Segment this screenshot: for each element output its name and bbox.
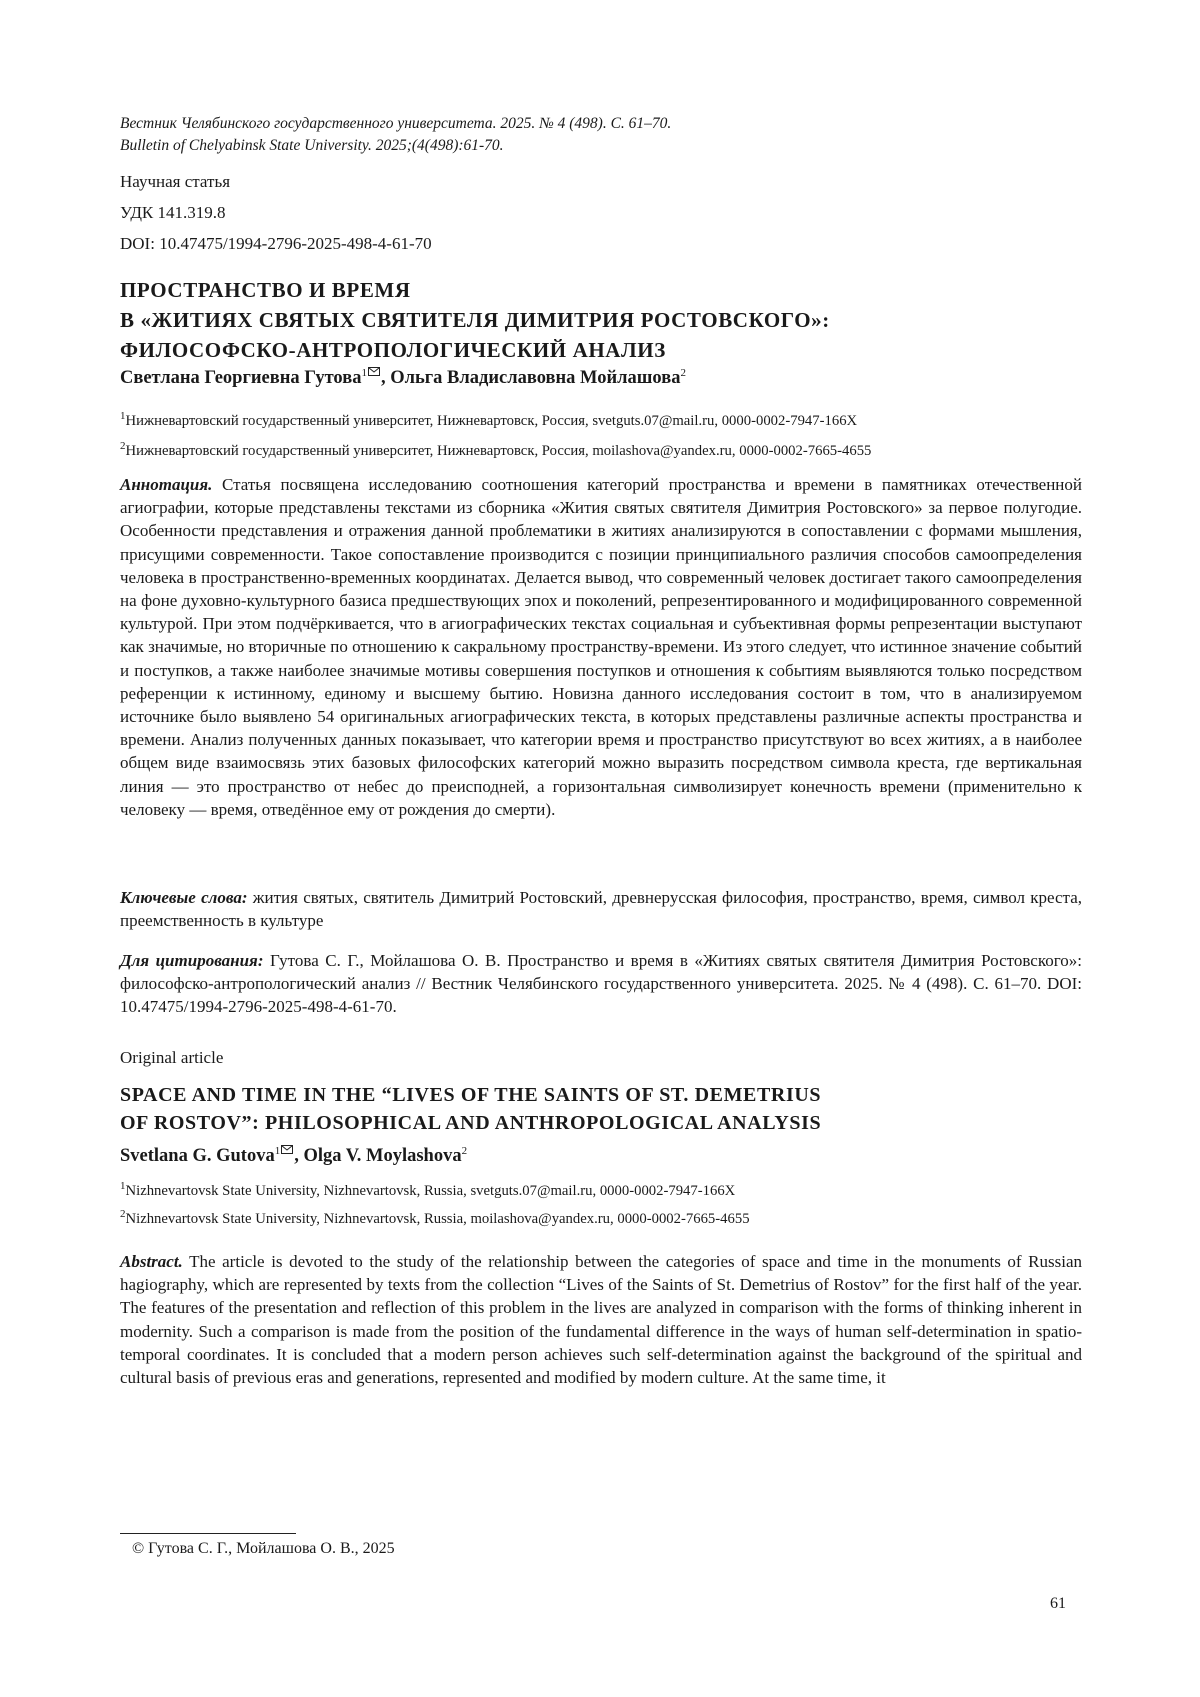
author-affiliation-mark: 2 <box>680 367 686 379</box>
abstract-text: Статья посвящена исследованию соотношения категорий пространства и времени в памятниках отечественной агиографии, которые представлены текстами из сборника «Жития святых святителя Димитрия Ростовского» за первое полугодие. Особенности представления и отражения данной проблематики в житиях анализируются в сопоставлении с формами мышления, присущими современности. Такое сопоставление производится с позиции принципиального различия способов самоопределения человека в пространственно-временных координатах. Делается вывод, что современный человек достигает такого самоопределения на фоне духовно-культурного базиса предшествующих эпох и поколений, репрезентированного и модифицированного современной культурой. При этом подчёркивается, что в агиографических текстах социальная и субъективная формы репрезентации выступают как значимые, но вторичные по отношению к сакральному пространству-времени. Из этого следует, что истинное значение событий и поступков, а также наиболее значимые мотивы совершения поступков и отношения к событиям выявляются только посредством референции к истинному, единому и высшему бытию. Новизна данного исследования состоит в том, что в анализируемом источнике было выявлено 54 оригинальных агиографических текста, в которых представлены различные аспекты пространства и времени. Анализ полученных данных показывает, что категории время и пространство присутствуют во всех житиях, а в наиболее общем виде взаимосвязь этих базовых философских категорий можно выразить посредством символа креста, где вертикальная линия — это пространство от небес до преисподней, а горизонтальная символизирует конечность времени (применительно к человеку — время, отведённое ему от рождения до смерти). <box>120 475 1083 819</box>
keywords-ru <box>120 886 1082 932</box>
title-ru-line: ФИЛОСОФСКО-АНТРОПОЛОГИЧЕСКИЙ АНАЛИЗ <box>120 338 666 362</box>
title-ru-line: ПРОСТРАНСТВО И ВРЕМЯ <box>120 278 411 302</box>
affiliation-text: Nizhnevartovsk State University, Nizhnevartovsk, Russia, svetguts.07@mail.ru, 0000-0002-7947-166X <box>125 1182 736 1199</box>
author-name: Olga V. Moylashova <box>303 1146 462 1167</box>
affiliation-number: 1 <box>120 410 126 422</box>
author-name: Svetlana G. Gutova <box>120 1146 275 1167</box>
article-type-en: Original article <box>120 1048 224 1067</box>
copyright-notice: © Гутова С. Г., Мойлашова О. В., 2025 <box>132 1540 395 1557</box>
title-en-line: SPACE AND TIME IN THE “LIVES OF THE SAINTS OF ST. DEMETRIUS <box>120 1084 822 1106</box>
title-en-line: OF ROSTOV”: PHILOSOPHICAL AND ANTHROPOLOGICAL ANALYSIS <box>120 1112 822 1134</box>
abstract-text: The article is devoted to the study of the relationship between the categories of space and time in the monuments of Russian hagiography, which are represented by texts from the collection “Lives of the Saints of St. Demetrius of Rostov” for the first half of the year. The features of the presentation and reflection of this problem in the lives are analyzed in comparison with the forms of thinking inherent in modernity. Such a comparison is made from the position of the fundamental difference in the ways of human self-determination in spatio-temporal coordinates. It is concluded that a modern person achieves such self-determination against the background of the spiritual and cultural basis of previous eras and generations, represented and modified by modern culture. At the same time, it <box>120 1252 1082 1388</box>
abstract-en <box>120 1250 1082 1389</box>
authors-en <box>120 1145 467 1167</box>
affiliation-number: 2 <box>120 1208 126 1220</box>
author-name: Ольга Владиславовна Мойлашова <box>390 368 681 389</box>
affiliation-text: Nizhnevartovsk State University, Nizhnevartovsk, Russia, moilashova@yandex.ru, 0000-0002-7665-4655 <box>125 1210 750 1227</box>
doi: DOI: 10.47475/1994-2796-2025-498-4-61-70 <box>120 234 432 253</box>
author-affiliation-mark: 1 <box>361 367 367 379</box>
affiliation-number: 1 <box>120 1180 126 1192</box>
abstract-label: Аннотация. <box>120 475 213 494</box>
author-name: Светлана Георгиевна Гутова <box>120 368 362 389</box>
footnote-divider <box>120 1533 296 1534</box>
affiliation-ru <box>120 440 1080 460</box>
affiliation-ru <box>120 410 1080 430</box>
abstract-label: Abstract. <box>120 1252 183 1271</box>
title-ru-line: В «ЖИТИЯХ СВЯТЫХ СВЯТИТЕЛЯ ДИМИТРИЯ РОСТОВСКОГО»: <box>120 308 830 332</box>
journal-citation-ru: Вестник Челябинского государственного университета. 2025. № 4 (498). С. 61–70. <box>120 115 672 132</box>
author-separator: , <box>380 368 391 389</box>
article-type-ru: Научная статья <box>120 172 231 191</box>
keywords-text: жития святых, святитель Димитрий Ростовский, древнерусская философия, пространство, время, символ креста, преемственность в культуре <box>120 888 1082 931</box>
citation <box>120 949 1082 1019</box>
journal-citation-en: Bulletin of Chelyabinsk State University. 2025;(4(498):61-70. <box>120 137 504 154</box>
mail-icon <box>281 1145 293 1154</box>
affiliation-number: 2 <box>120 440 126 452</box>
page-title-en <box>120 1081 1080 1137</box>
udc-code: УДК 141.319.8 <box>120 203 226 222</box>
affiliation-text: Нижневартовский государственный университет, Нижневартовск, Россия, svetguts.07@mail.ru, 0000-0002-7947-166X <box>125 412 858 429</box>
mail-icon <box>368 367 380 376</box>
keywords-label: Ключевые слова: <box>120 888 248 907</box>
author-separator: , <box>294 1146 304 1167</box>
page-title-ru <box>120 275 1080 365</box>
citation-label: Для цитирования: <box>120 951 264 970</box>
author-affiliation-mark: 1 <box>274 1145 281 1157</box>
affiliation-text: Нижневартовский государственный университет, Нижневартовск, Россия, moilashova@yandex.ru, 0000-0002-7665-4655 <box>125 442 872 459</box>
abstract-ru <box>120 473 1082 821</box>
authors-ru <box>120 367 686 389</box>
author-affiliation-mark: 2 <box>461 1145 468 1157</box>
page-number: 61 <box>1050 1595 1066 1612</box>
affiliation-en <box>120 1208 1080 1228</box>
affiliation-en <box>120 1180 1080 1200</box>
citation-text: Гутова С. Г., Мойлашова О. В. Пространство и время в «Житиях святых святителя Димитрия Ростовского»: философско-антропологический анализ // Вестник Челябинского государственного университета. 2025. № 4 (498). С. 61–70. DOI: 10.47475/1994-2796-2025-498-4-61-70. <box>120 951 1083 1017</box>
